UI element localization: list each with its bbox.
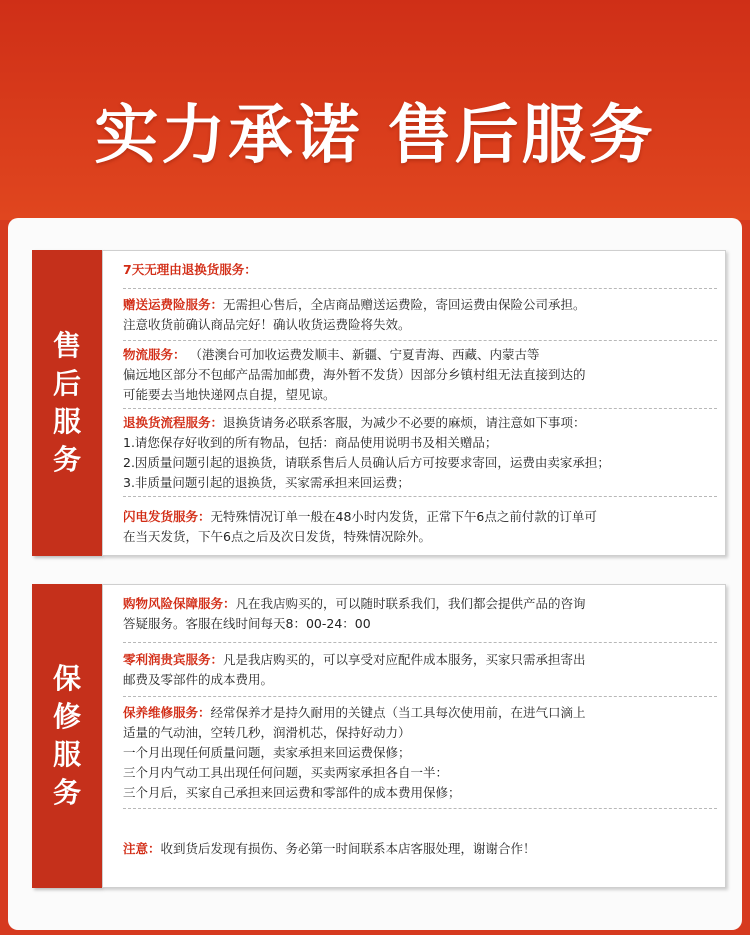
list-item-return-policy	[123, 251, 717, 289]
item-text: （港澳台可加收运费发顺丰、新疆、宁夏青海、西藏、内蒙古等	[185, 347, 540, 362]
item-text: 三个月后，买家自己承担来回运费和零部件的成本费用保修；	[123, 785, 461, 800]
item-text: 2.因质量问题引起的退换货，请联系售后人员确认后方可按要求寄回，运费由卖家承担；	[123, 455, 610, 470]
item-text: 3.非质量问题引起的退换货，买家需承担来回运费；	[123, 475, 410, 490]
item-text: 无特殊情况订单一般在48小时内发货，正常下午6点之前付款的订单可	[210, 508, 597, 524]
item-text: 三个月内气动工具出现任何问题，买卖两家承担各自一半：	[123, 765, 449, 780]
list-item-notice	[123, 809, 717, 887]
item-text: 收到货后发现有损伤、务必第一时间联系本店客服处理，谢谢合作！	[160, 840, 536, 856]
list-item-maintenance	[123, 697, 717, 809]
item-text: 可能要去当地快递网点自提，望见谅。	[123, 387, 336, 402]
list-item-vip-service	[123, 643, 717, 697]
tag-char: 务	[52, 776, 81, 809]
item-label: 注意：	[123, 840, 161, 856]
list-item-shipping-insurance	[123, 289, 717, 341]
page-title: 实力承诺 售后服务	[94, 99, 656, 173]
item-text: 偏远地区部分不包邮产品需加邮费，海外暂不发货）因部分乡镇村组无法直接到达的	[123, 367, 586, 382]
tag-char: 务	[52, 443, 81, 476]
list-item-logistics	[123, 341, 717, 409]
tag-char: 修	[52, 700, 81, 733]
list-item-return-process	[123, 409, 717, 497]
item-text: 适量的气动油，空转几秒，润滑机芯，保持好动力）	[123, 725, 411, 740]
after-sales-list	[102, 250, 726, 556]
item-label: 物流服务：	[123, 347, 186, 362]
tag-char: 售	[52, 329, 81, 362]
item-text: 在当天发货，下午6点之后及次日发货，特殊情况除外。	[123, 528, 431, 544]
warranty-list	[102, 584, 726, 888]
item-text: 退换货请务必联系客服，为减少不必要的麻烦，请注意如下事项：	[223, 415, 586, 430]
header-banner	[0, 0, 750, 220]
item-label: 零利润贵宾服务：	[123, 652, 224, 667]
item-label: 购物风险保障服务：	[123, 596, 236, 611]
item-text: 无需担心售后，全店商品赠送运费险，寄回运费由保险公司承担。	[223, 297, 586, 312]
item-text: 1.请您保存好收到的所有物品，包括：商品使用说明书及相关赠品；	[123, 435, 498, 450]
tag-char: 后	[52, 367, 81, 400]
tag-char: 服	[52, 405, 81, 438]
list-item-fast-delivery	[123, 497, 717, 555]
item-label: 保养维修服务：	[123, 705, 211, 720]
tag-char: 保	[52, 662, 81, 695]
item-text: 邮费及零部件的成本费用。	[123, 672, 274, 687]
item-text: 凡是我店购买的，可以享受对应配件成本服务，买家只需承担寄出	[223, 652, 586, 667]
warranty-section	[32, 584, 726, 888]
after-sales-tag	[32, 250, 102, 556]
item-text: 凡在我店购买的，可以随时联系我们，我们都会提供产品的咨询	[235, 596, 586, 611]
list-item-risk-protection	[123, 585, 717, 643]
tag-char: 服	[52, 738, 81, 771]
item-label: 闪电发货服务：	[123, 508, 211, 524]
item-label: 7天无理由退换货服务：	[123, 262, 257, 277]
item-label: 赠送运费险服务：	[123, 297, 224, 312]
warranty-tag	[32, 584, 102, 888]
item-text: 答疑服务。客服在线时间每天8：00-24：00	[123, 616, 371, 631]
item-text: 一个月出现任何质量问题，卖家承担来回运费保修；	[123, 745, 411, 760]
item-text: 注意收货前确认商品完好！确认收货运费险将失效。	[123, 317, 411, 332]
item-text: 经常保养才是持久耐用的关键点（当工具每次使用前，在进气口滴上	[210, 705, 586, 720]
after-sales-section	[32, 250, 726, 556]
item-label: 退换货流程服务：	[123, 415, 224, 430]
